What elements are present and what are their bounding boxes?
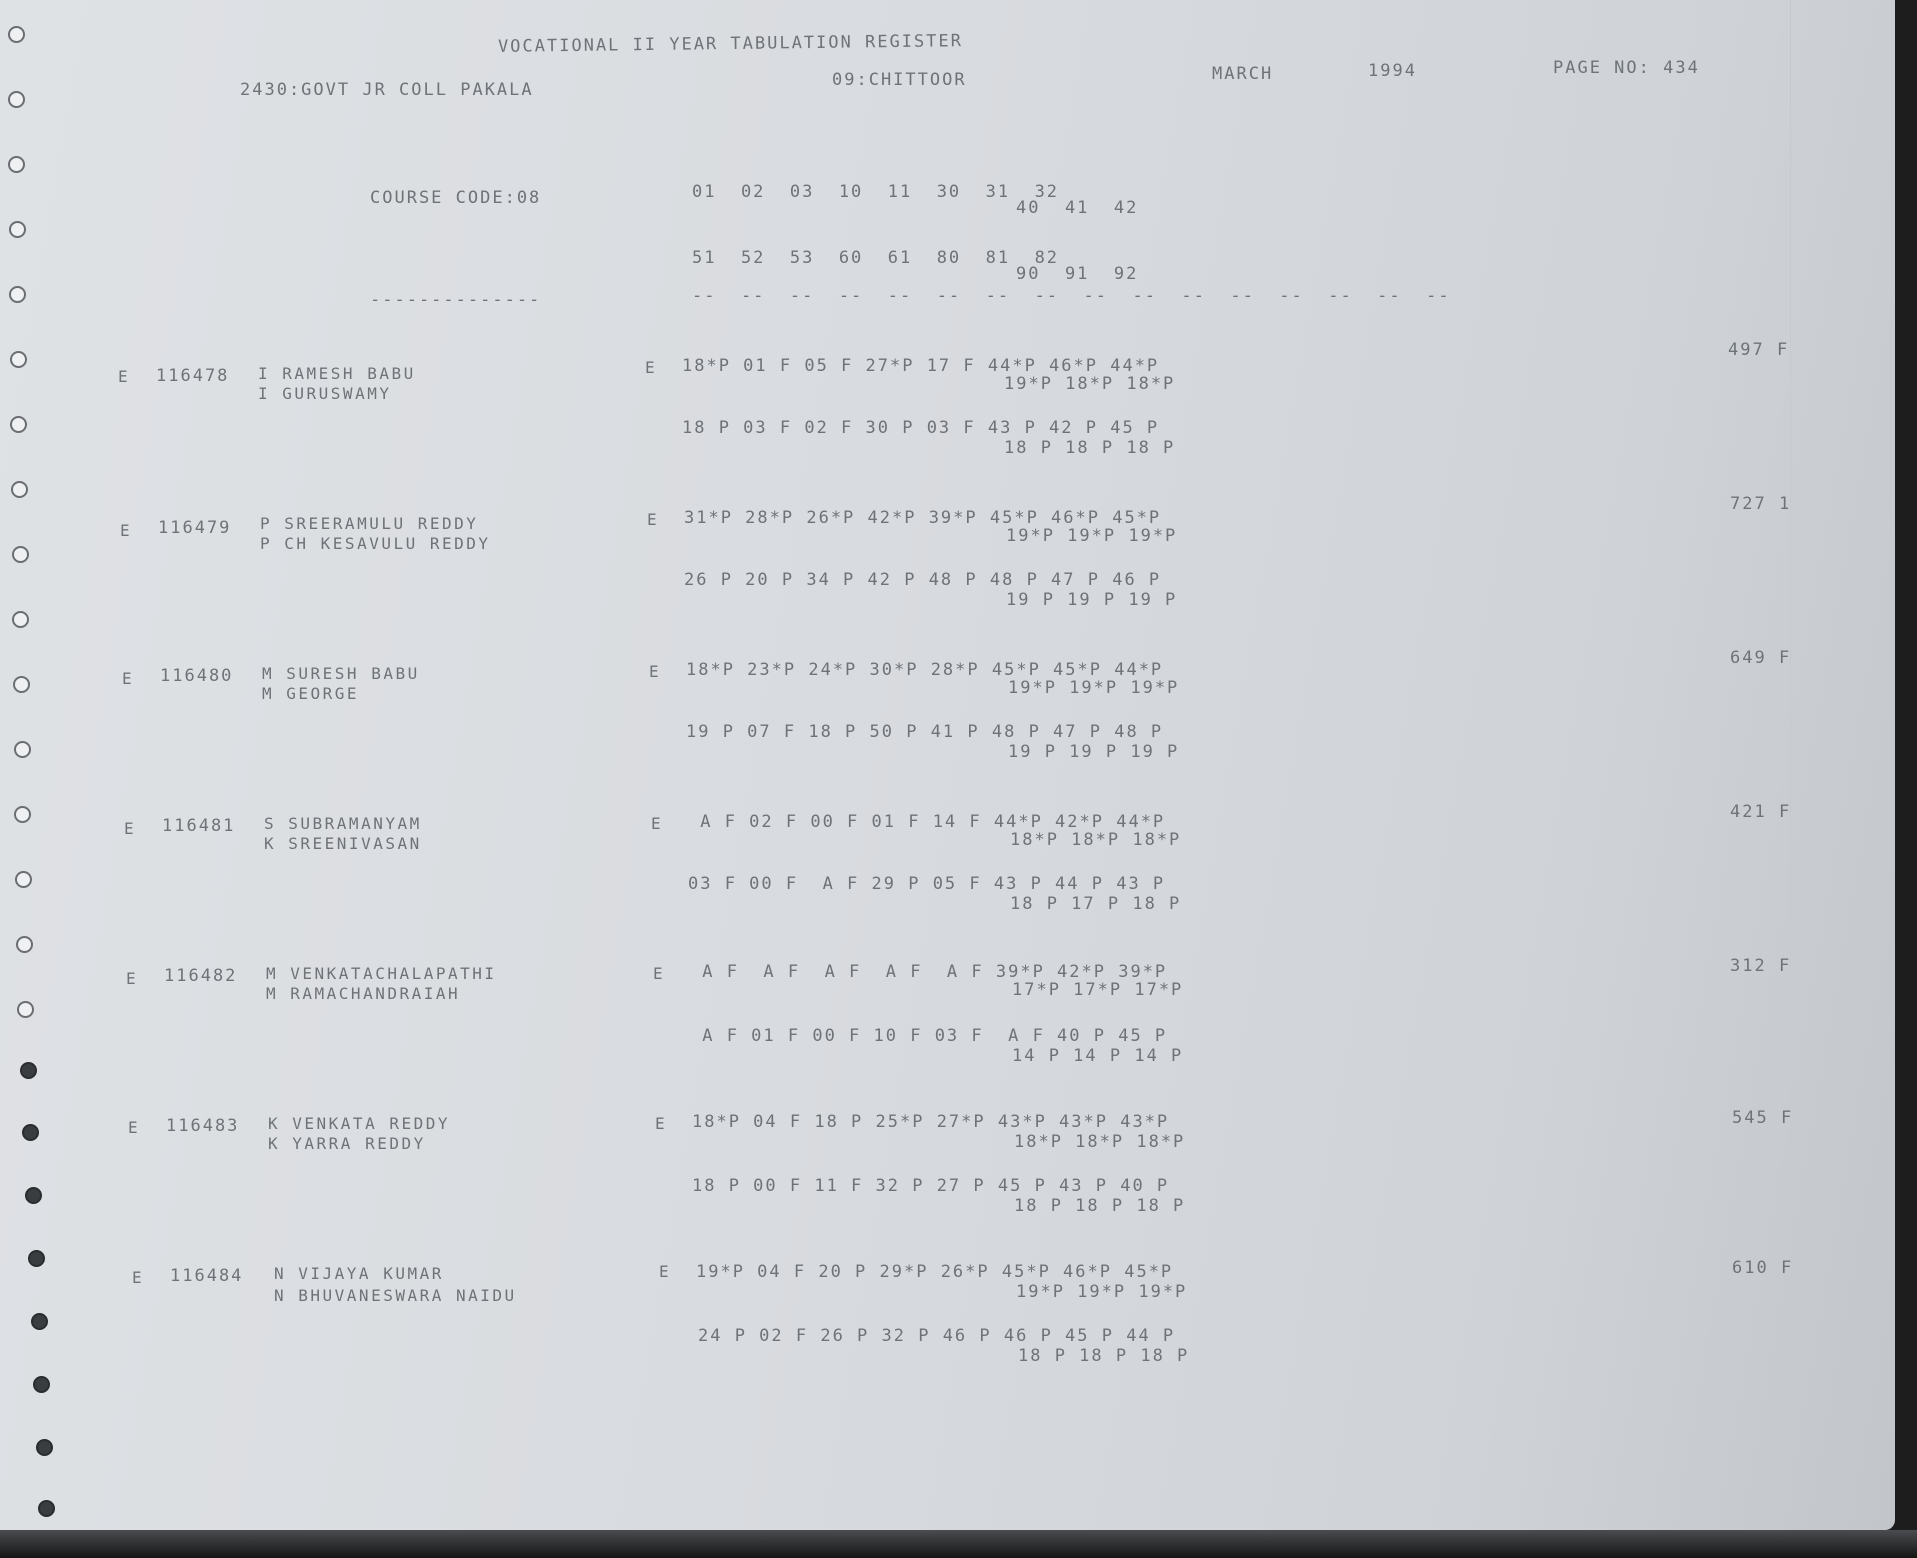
marks-line2: 26 P 20 P 34 P 42 P 48 P 48 P 47 P 46 P: [684, 570, 1162, 590]
student-name: P SREERAMULU REDDY: [260, 514, 479, 533]
header-underline-left: --------------: [370, 290, 542, 310]
father-name: K YARRA REDDY: [268, 1134, 426, 1153]
marks-line2: A F 01 F 00 F 10 F 03 F A F 40 P 45 P: [690, 1026, 1168, 1046]
record-flag: E: [124, 819, 137, 838]
subject-codes-row1b: 40 41 42: [1016, 198, 1139, 218]
category: E: [651, 814, 664, 833]
marks-line2: 18 P 00 F 11 F 32 P 27 P 45 P 43 P 40 P: [692, 1176, 1170, 1196]
total-result: 610 F: [1732, 1258, 1794, 1278]
register-title: VOCATIONAL II YEAR TABULATION REGISTER: [497, 31, 964, 57]
total-result: 545 F: [1732, 1108, 1794, 1128]
roll-number: 116484: [170, 1266, 244, 1286]
record-flag: E: [122, 669, 135, 688]
roll-number: 116479: [158, 518, 232, 538]
feed-hole-icon: [14, 806, 31, 823]
feed-hole-icon: [11, 481, 28, 498]
record-flag: E: [132, 1268, 145, 1287]
marks-line2: 24 P 02 F 26 P 32 P 46 P 46 P 45 P 44 P: [698, 1326, 1176, 1346]
marks-line2: 19 P 07 F 18 P 50 P 41 P 48 P 47 P 48 P: [686, 722, 1164, 742]
marks-line1b: 19*P 19*P 19*P: [1016, 1282, 1188, 1302]
roll-number: 116482: [164, 966, 238, 986]
marks-line1b: 18*P 18*P 18*P: [1010, 830, 1182, 850]
feed-hole-icon: [8, 91, 25, 108]
record-flag: E: [126, 969, 139, 988]
marks-line1b: 19*P 18*P 18*P: [1004, 374, 1176, 394]
marks-line1b: 17*P 17*P 17*P: [1012, 980, 1184, 1000]
district-name: 09:CHITTOOR: [832, 70, 967, 90]
page-number: PAGE NO: 434: [1553, 58, 1700, 78]
header-underline-columns: -- -- -- -- -- -- -- -- -- -- -- -- -- -- -- --: [692, 286, 1451, 306]
student-name: M VENKATACHALAPATHI: [266, 964, 497, 983]
student-name: K VENKATA REDDY: [268, 1114, 450, 1133]
exam-year: 1994: [1368, 61, 1417, 81]
college-name: 2430:GOVT JR COLL PAKALA: [240, 80, 534, 100]
feed-hole-icon: [33, 1376, 50, 1393]
father-name: I GURUSWAMY: [258, 384, 392, 403]
marks-line2b: 14 P 14 P 14 P: [1012, 1046, 1184, 1066]
feed-hole-icon: [36, 1439, 53, 1456]
feed-hole-icon: [38, 1500, 55, 1517]
roll-number: 116483: [166, 1116, 240, 1136]
student-name: N VIJAYA KUMAR: [274, 1264, 444, 1283]
feed-hole-icon: [9, 286, 26, 303]
feed-hole-icon: [25, 1187, 42, 1204]
category: E: [645, 358, 658, 377]
category: E: [659, 1262, 672, 1281]
marks-line1: 18*P 04 F 18 P 25*P 27*P 43*P 43*P 43*P: [692, 1112, 1170, 1132]
marks-line1: 18*P 23*P 24*P 30*P 28*P 45*P 45*P 44*P: [686, 660, 1164, 680]
total-result: 649 F: [1730, 648, 1792, 668]
record-flag: E: [128, 1118, 141, 1137]
feed-hole-icon: [17, 1001, 34, 1018]
father-name: P CH KESAVULU REDDY: [260, 534, 491, 553]
category: E: [653, 964, 666, 983]
paper-rule: [1790, 0, 1791, 1530]
feed-hole-icon: [10, 416, 27, 433]
father-name: M GEORGE: [262, 684, 360, 703]
roll-number: 116480: [160, 666, 234, 686]
feed-hole-icon: [9, 221, 26, 238]
student-name: M SURESH BABU: [262, 664, 420, 683]
category: E: [649, 662, 662, 681]
subject-codes-row2b: 90 91 92: [1016, 264, 1139, 284]
marks-line2b: 18 P 18 P 18 P: [1018, 1346, 1190, 1366]
feed-hole-icon: [10, 351, 27, 368]
marks-line2b: 18 P 18 P 18 P: [1014, 1196, 1186, 1216]
marks-line1: A F 02 F 00 F 01 F 14 F 44*P 42*P 44*P: [688, 812, 1166, 832]
roll-number: 116478: [156, 366, 230, 386]
feed-hole-icon: [22, 1124, 39, 1141]
total-result: 497 F: [1728, 340, 1790, 360]
student-name: I RAMESH BABU: [258, 364, 416, 383]
exam-month: MARCH: [1212, 64, 1274, 84]
marks-line1: 18*P 01 F 05 F 27*P 17 F 44*P 46*P 44*P: [682, 356, 1160, 376]
marks-line1b: 18*P 18*P 18*P: [1014, 1132, 1186, 1152]
student-name: S SUBRAMANYAM: [264, 814, 422, 833]
course-code: COURSE CODE:08: [370, 188, 542, 208]
feed-hole-icon: [8, 26, 25, 43]
feed-hole-icon: [12, 546, 29, 563]
total-result: 312 F: [1730, 956, 1792, 976]
father-name: M RAMACHANDRAIAH: [266, 984, 461, 1003]
feed-hole-icon: [12, 611, 29, 628]
marks-line2b: 19 P 19 P 19 P: [1008, 742, 1180, 762]
feed-hole-icon: [13, 676, 30, 693]
marks-line2: 03 F 00 F A F 29 P 05 F 43 P 44 P 43 P: [688, 874, 1166, 894]
feed-hole-icon: [28, 1250, 45, 1267]
marks-line1b: 19*P 19*P 19*P: [1008, 678, 1180, 698]
father-name: N BHUVANESWARA NAIDU: [274, 1286, 517, 1305]
father-name: K SREENIVASAN: [264, 834, 422, 853]
feed-hole-icon: [8, 156, 25, 173]
category: E: [647, 510, 660, 529]
marks-line1: 31*P 28*P 26*P 42*P 39*P 45*P 46*P 45*P: [684, 508, 1162, 528]
roll-number: 116481: [162, 816, 236, 836]
feed-hole-icon: [31, 1313, 48, 1330]
marks-line2b: 19 P 19 P 19 P: [1006, 590, 1178, 610]
feed-hole-icon: [15, 871, 32, 888]
subject-codes-row2: 51 52 53 60 61 80 81 82: [692, 248, 1060, 268]
marks-line2: 18 P 03 F 02 F 30 P 03 F 43 P 42 P 45 P: [682, 418, 1160, 438]
marks-line1b: 19*P 19*P 19*P: [1006, 526, 1178, 546]
marks-line1: 19*P 04 F 20 P 29*P 26*P 45*P 46*P 45*P: [696, 1262, 1174, 1282]
feed-hole-icon: [20, 1062, 37, 1079]
feed-hole-icon: [16, 936, 33, 953]
record-flag: E: [120, 521, 133, 540]
feed-hole-icon: [14, 741, 31, 758]
record-flag: E: [118, 367, 131, 386]
category: E: [655, 1114, 668, 1133]
marks-line2b: 18 P 17 P 18 P: [1010, 894, 1182, 914]
marks-line2b: 18 P 18 P 18 P: [1004, 438, 1176, 458]
binding-edge: [0, 1530, 1917, 1558]
marks-line1: A F A F A F A F A F 39*P 42*P 39*P: [690, 962, 1168, 982]
total-result: 421 F: [1730, 802, 1792, 822]
subject-codes-row1: 01 02 03 10 11 30 31 32: [692, 182, 1060, 202]
total-result: 727 1: [1730, 494, 1792, 514]
